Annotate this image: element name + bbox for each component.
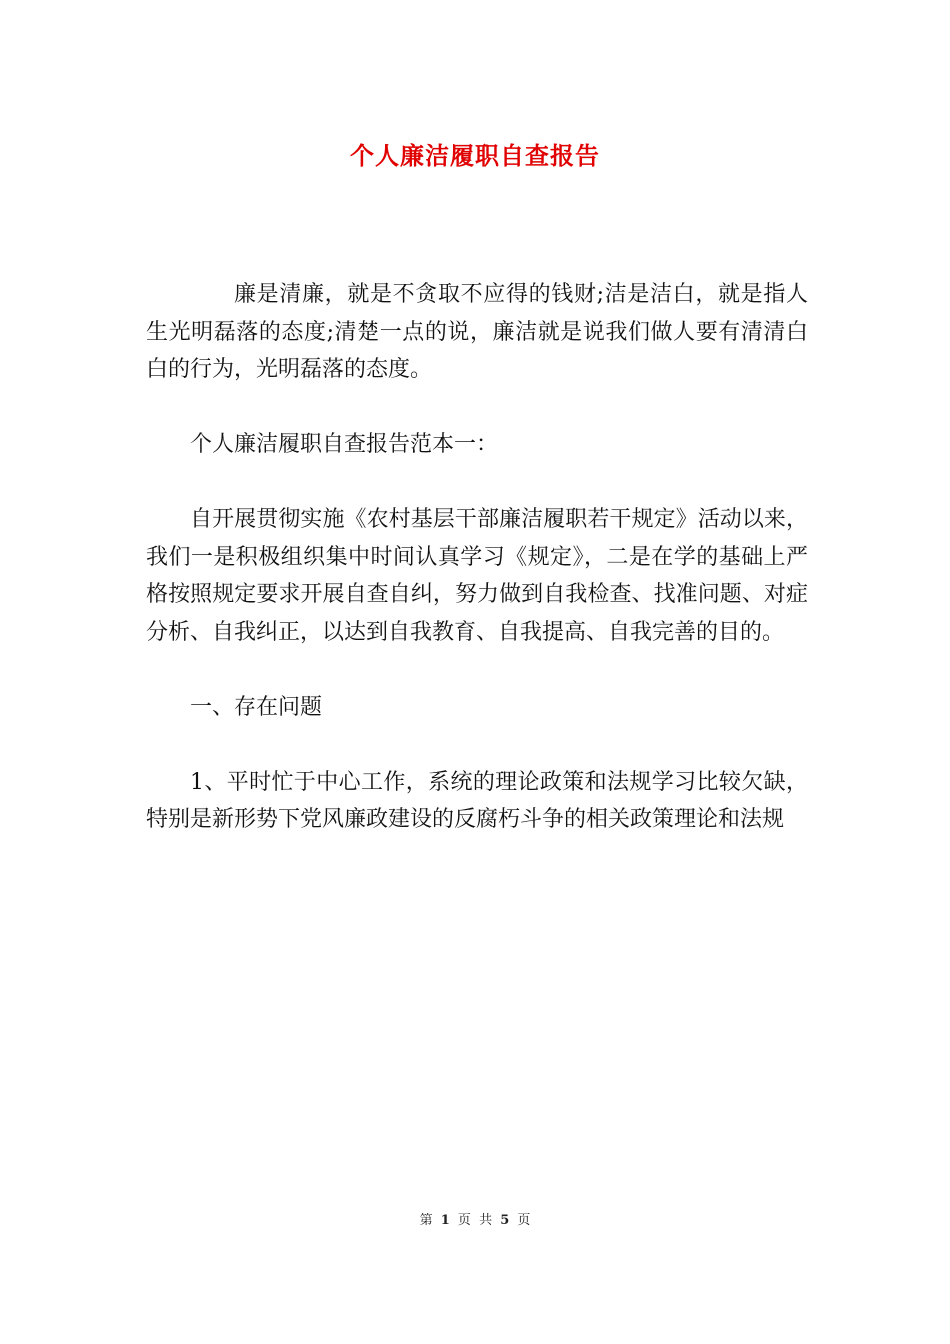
page-footer — [0, 1209, 950, 1228]
paragraph-background: 自开展贯彻实施《农村基层干部廉洁履职若干规定》活动以来，我们一是积极组织集中时间认真学习《规定》，二是在学的基础上严格按照规定要求开展自查自纠，努力做到自我检查、找准问题、对症分析、自我纠正，以达到自我教育、自我提高、自我完善的目的。 — [146, 507, 808, 645]
paragraph-intro: 廉是清廉，就是不贪取不应得的钱财;洁是洁白，就是指人生光明磊落的态度;清楚一点的说，廉洁就是说我们做人要有清清白白的行为，光明磊落的态度。 — [146, 282, 808, 382]
footer-total-pages: 5 — [500, 1213, 510, 1228]
document-title: 个人廉洁履职自查报告 — [350, 141, 600, 170]
footer-suffix: 页 — [517, 1213, 531, 1228]
paragraph-sample-heading: 个人廉洁履职自查报告范本一： — [190, 432, 499, 457]
paragraph-problem-1: 1、平时忙于中心工作，系统的理论政策和法规学习比较欠缺，特别是新形势下党风廉政建设的反腐朽斗争的相关政策理论和法规 — [146, 769, 808, 832]
footer-page-label: 页 — [457, 1213, 471, 1228]
footer-current-page: 1 — [440, 1213, 450, 1228]
document-body — [146, 276, 808, 876]
footer-prefix: 第 — [419, 1213, 433, 1228]
section-heading-problems: 一、存在问题 — [190, 694, 323, 720]
footer-total-prefix: 共 — [479, 1213, 493, 1228]
